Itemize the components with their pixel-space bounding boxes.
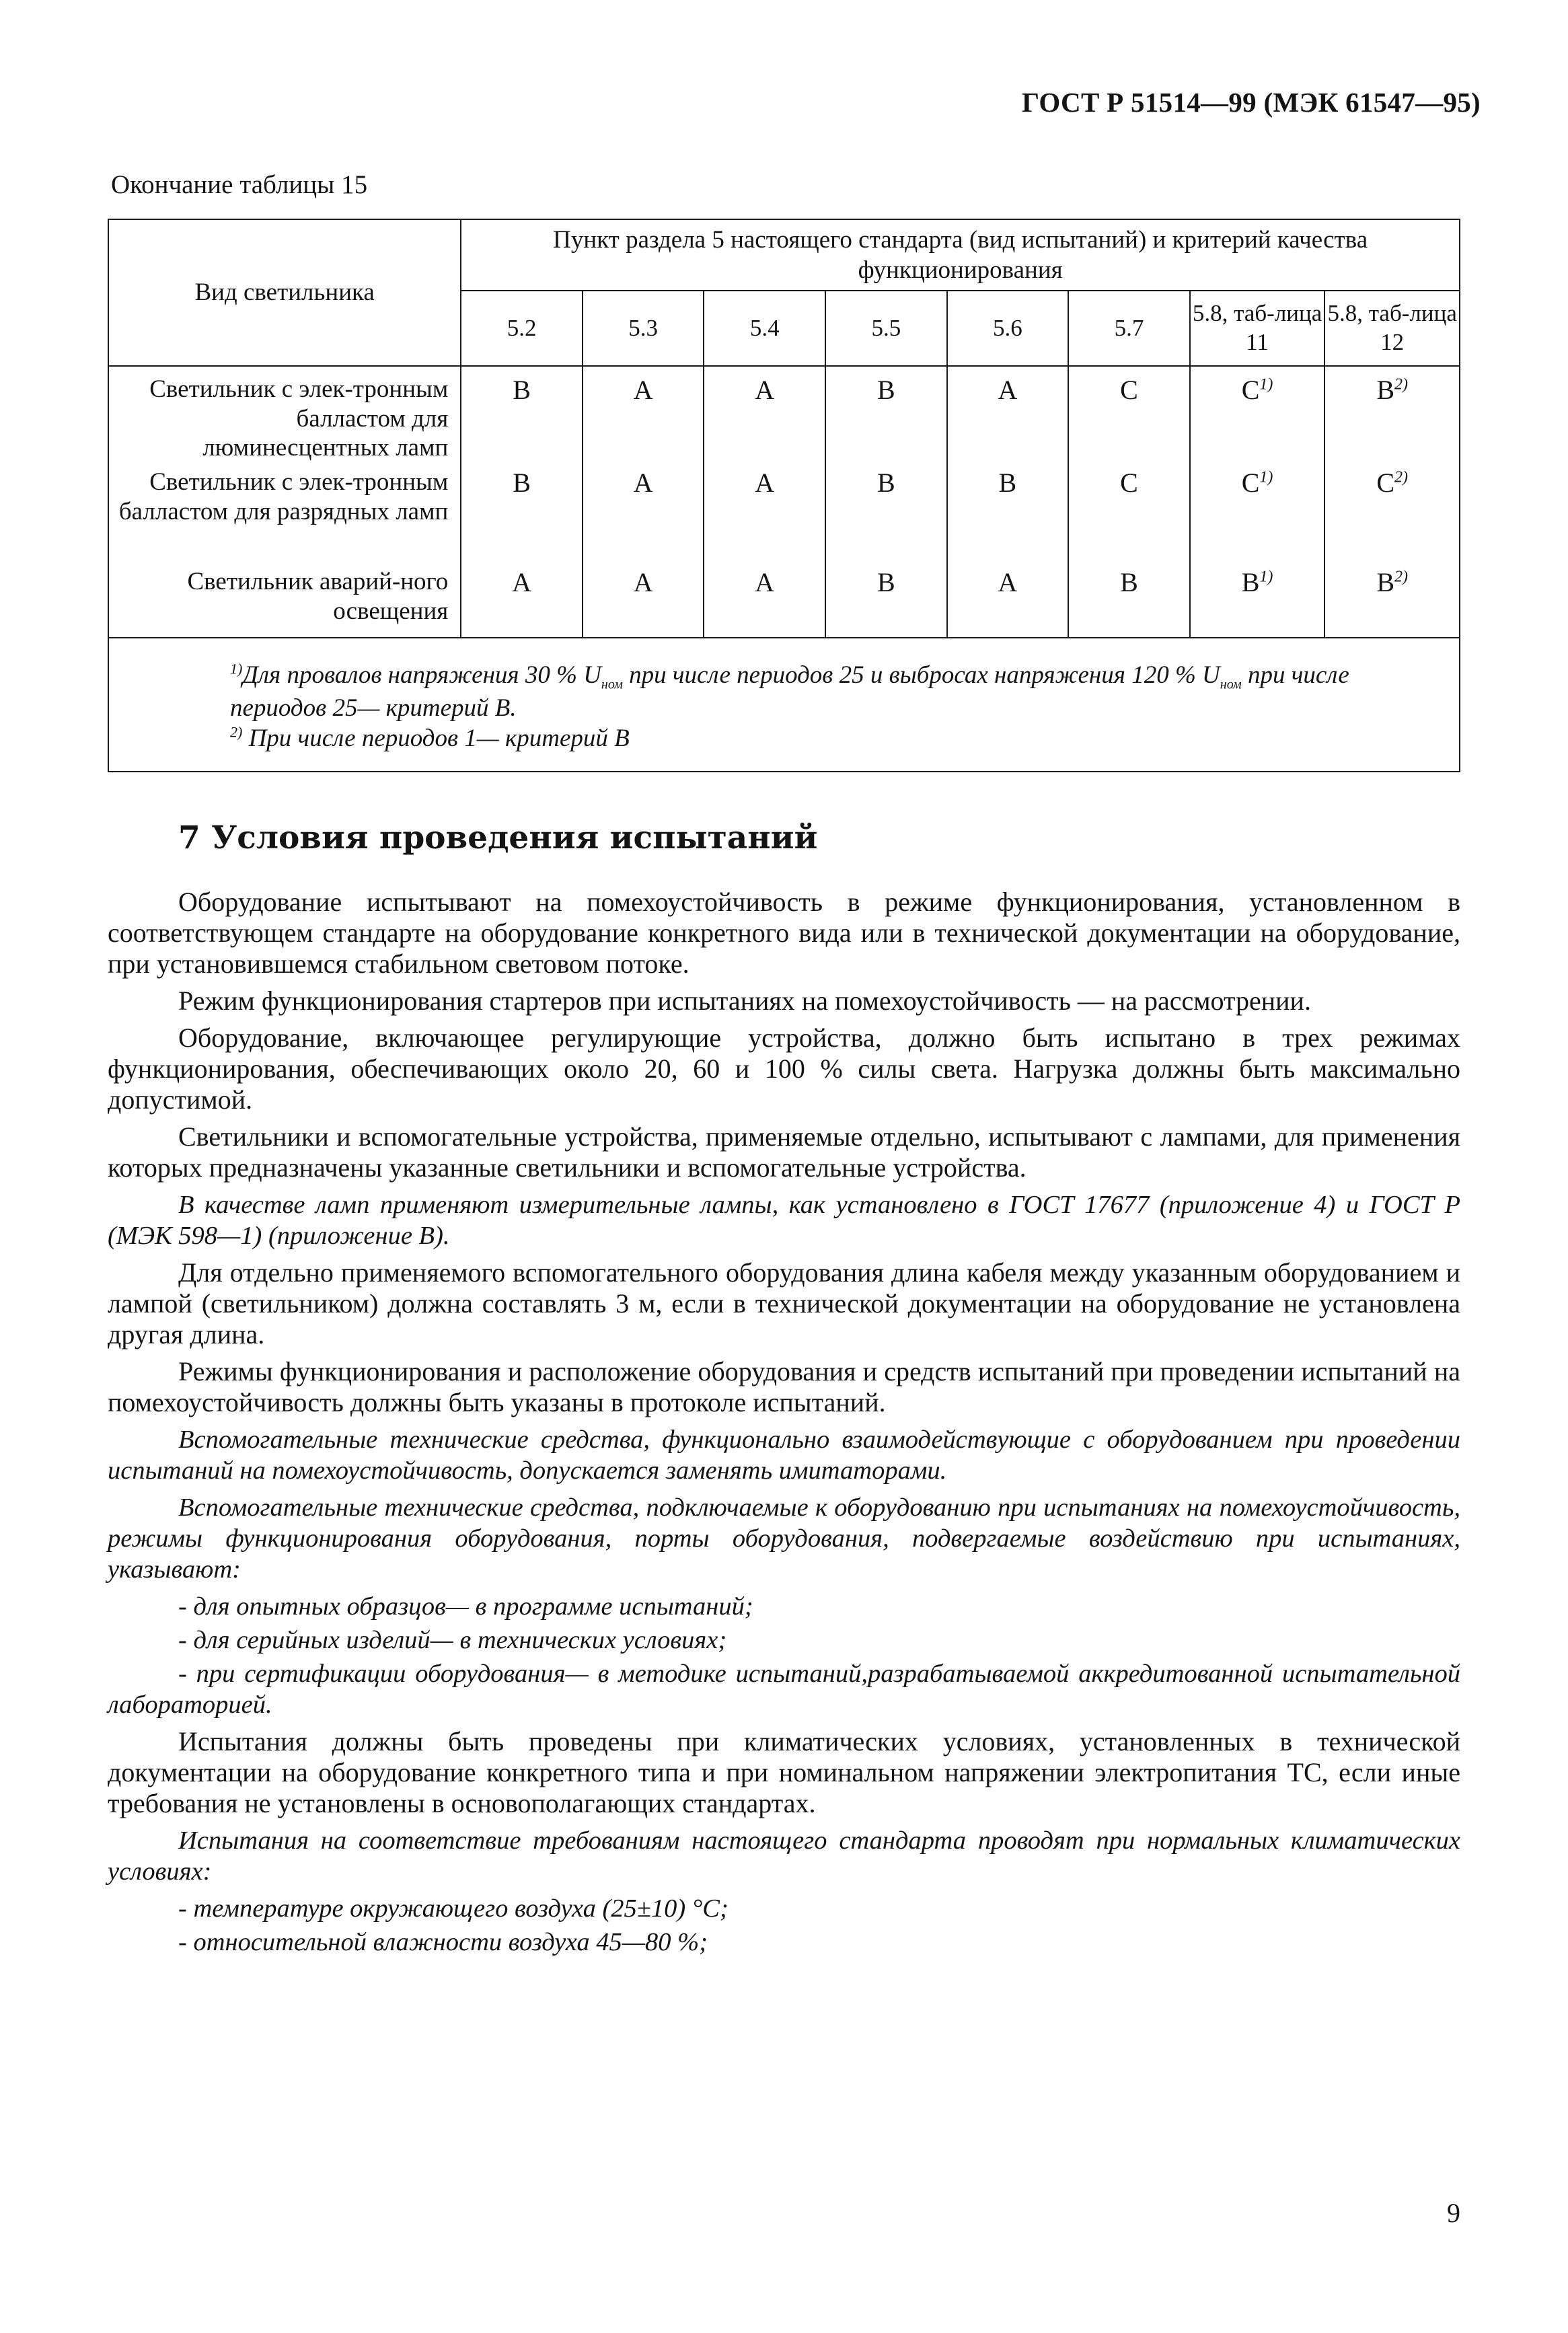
criterion-value: B [1241,567,1260,597]
criterion-value: A [633,375,653,405]
criterion-cell [947,567,1069,638]
criterion-value: A [998,375,1018,405]
paragraph: Светильники и вспомогательные устройства, применяемые отдельно, испытывают с лампами, для применения которых предназначены указанные светильники и вспомогательные устройства. [108,1121,1460,1183]
table-row [108,366,1460,468]
criterion-cell [1190,468,1325,567]
criterion-value: C [1376,468,1395,498]
criterion-cell [461,468,583,567]
column-header-kind: Вид светильника [108,219,461,366]
list-item: - при сертификации оборудования— в методике испытаний,разрабатываемой аккредитованной испытательной лабораторией. [108,1660,1460,1719]
criterion-cell [1190,567,1325,638]
section-title: 7 Условия проведения испытаний [178,819,818,856]
paragraph: Режимы функционирования и расположение оборудования и средств испытаний при проведении испытаний на помехоустойчивость должны быть указаны в протоколе испытаний. [108,1356,1460,1417]
note-1-sub-1: ном [601,677,623,692]
criterion-note-mark: 2) [1394,468,1409,486]
note-1-text-c: при числе периодов 25— критерий B. [230,661,1349,722]
criterion-cell [1068,366,1190,468]
criterion-cell [583,366,704,468]
column-header-5: 5.6 [947,291,1069,366]
list-item: В качестве ламп применяют измерительные лампы, как установлено в ГОСТ 17677 (приложение 4) и ГОСТ Р (МЭК 598—1) (приложение В). [108,1191,1460,1250]
list-item: Испытания на соответствие требованиям настоящего стандарта проводят при нормальных климатических условиях: [108,1826,1460,1886]
criterion-value: A [633,567,653,597]
criterion-value: A [755,468,775,498]
list-item: - температуре окружающего воздуха (25±10) °С; [178,1894,729,1923]
table-caption: Окончание таблицы 15 [111,170,368,199]
table-row [108,567,1460,638]
criterion-note-mark: 2) [1394,568,1409,586]
criterion-cell [583,468,704,567]
table-note-1 [136,660,1432,723]
section-body [108,887,1460,1960]
column-group-header: Пункт раздела 5 настоящего стандарта (вид испытаний) и критерий качества функционирования [461,219,1460,291]
criterion-value: C [1241,468,1260,498]
paragraph: Испытания должны быть проведены при климатических условиях, установленных в технической документации на оборудование конкретного типа и при номинальном напряжении электропитания ТС, если иные требования не установлены в основополагающих стандартах. [108,1726,1460,1818]
criterion-cell [947,366,1069,468]
criterion-value: A [755,375,775,405]
note-2-mark: 2) [230,723,243,741]
criterion-cell [825,366,947,468]
luminaire-name: Светильник аварий-ного освещения [108,567,461,638]
criterion-cell [1190,366,1325,468]
criterion-cell [947,468,1069,567]
list-item: - для серийных изделий— в технических условиях; [178,1626,727,1654]
criterion-value: C [1120,468,1138,498]
criterion-value: B [513,468,531,498]
criterion-value: A [512,567,532,597]
column-header-4: 5.5 [825,291,947,366]
criterion-cell [1324,366,1460,468]
criterion-cell [1068,468,1190,567]
criterion-value: B [876,468,895,498]
criterion-value: C [1120,375,1138,405]
list-item: - относительной влажности воздуха 45—80 %; [178,1928,708,1956]
note-1-text-a: Для провалов напряжения 30 % U [242,661,601,689]
criterion-note-mark: 1) [1259,375,1273,394]
criterion-value: B [513,375,531,405]
criterion-value: B [1376,567,1395,597]
criterion-value: B [876,567,895,597]
criterion-note-mark: 1) [1259,568,1273,586]
criterion-cell [704,468,825,567]
criterion-value: B [1376,375,1395,405]
paragraph: Для отдельно применяемого вспомогательного оборудования длина кабеля между указанным оборудованием и лампой (светильником) должна составлять 3 м, если в технической документации на оборудование не установлена другая длина. [108,1257,1460,1349]
criterion-value: B [998,468,1017,498]
luminaire-name: Светильник с элек-тронным балластом для люминесцентных ламп [108,366,461,468]
column-header-3: 5.4 [704,291,825,366]
standard-header: ГОСТ Р 51514—99 (МЭК 61547—95) [1022,87,1481,118]
criterion-cell [825,468,947,567]
column-header-7: 5.8, таб-лица 11 [1190,291,1325,366]
list-item: Вспомогательные технические средства, функционально взаимодействующие с оборудованием при проведении испытаний на помехоустойчивость, допускается заменять имитаторами. [108,1425,1460,1485]
criterion-cell [1324,567,1460,638]
note-1-mark: 1) [230,660,243,677]
paragraph: Режим функционирования стартеров при испытаниях на помехоустойчивость — на рассмотрении. [178,986,1311,1016]
criterion-value: A [755,567,775,597]
note-1-sub-2: ном [1220,677,1242,692]
luminaire-name: Светильник с элек-тронным балластом для разрядных ламп [108,468,461,567]
paragraph: Оборудование испытывают на помехоустойчивость в режиме функционирования, установленном в соответствующем стандарте на оборудование конкретного вида или в технической документации на оборудование, при установившемся стабильном световом потоке. [108,887,1460,979]
column-header-2: 5.3 [583,291,704,366]
note-2-text: При числе периодов 1— критерий B [242,724,630,752]
page-number: 9 [1447,2198,1460,2228]
table-row [108,468,1460,567]
criterion-value: C [1241,375,1260,405]
criterion-cell [461,567,583,638]
note-1-text-b: при числе периодов 25 и выбросах напряжения 120 % U [622,661,1220,689]
column-header-6: 5.7 [1068,291,1190,366]
criterion-cell [704,366,825,468]
column-header-8: 5.8, таб-лица 12 [1324,291,1460,366]
criterion-cell [825,567,947,638]
criterion-note-mark: 2) [1394,375,1409,394]
criterion-value: B [876,375,895,405]
list-item: - для опытных образцов— в программе испытаний; [178,1592,753,1621]
list-item: Вспомогательные технические средства, подключаемые к оборудованию при испытаниях на помехоустойчивость, режимы функционирования оборудования, порты оборудования, подвергаемые воздействию при испытаниях, указывают: [108,1493,1460,1584]
criterion-value: A [998,567,1018,597]
criterion-value: B [1120,567,1138,597]
paragraph: Оборудование, включающее регулирующие устройства, должно быть испытано в трех режимах функционирования, обеспечивающих около 20, 60 и 100 % силы света. Нагрузка должны быть максимально допустимой. [108,1023,1460,1115]
table-15 [108,219,1460,772]
table-notes [108,638,1460,772]
column-header-1: 5.2 [461,291,583,366]
criterion-cell [1324,468,1460,567]
table-note-2 [136,723,1432,753]
criterion-cell [1068,567,1190,638]
criterion-cell [704,567,825,638]
criterion-note-mark: 1) [1259,468,1273,486]
criterion-value: A [633,468,653,498]
criterion-cell [583,567,704,638]
criterion-cell [461,366,583,468]
